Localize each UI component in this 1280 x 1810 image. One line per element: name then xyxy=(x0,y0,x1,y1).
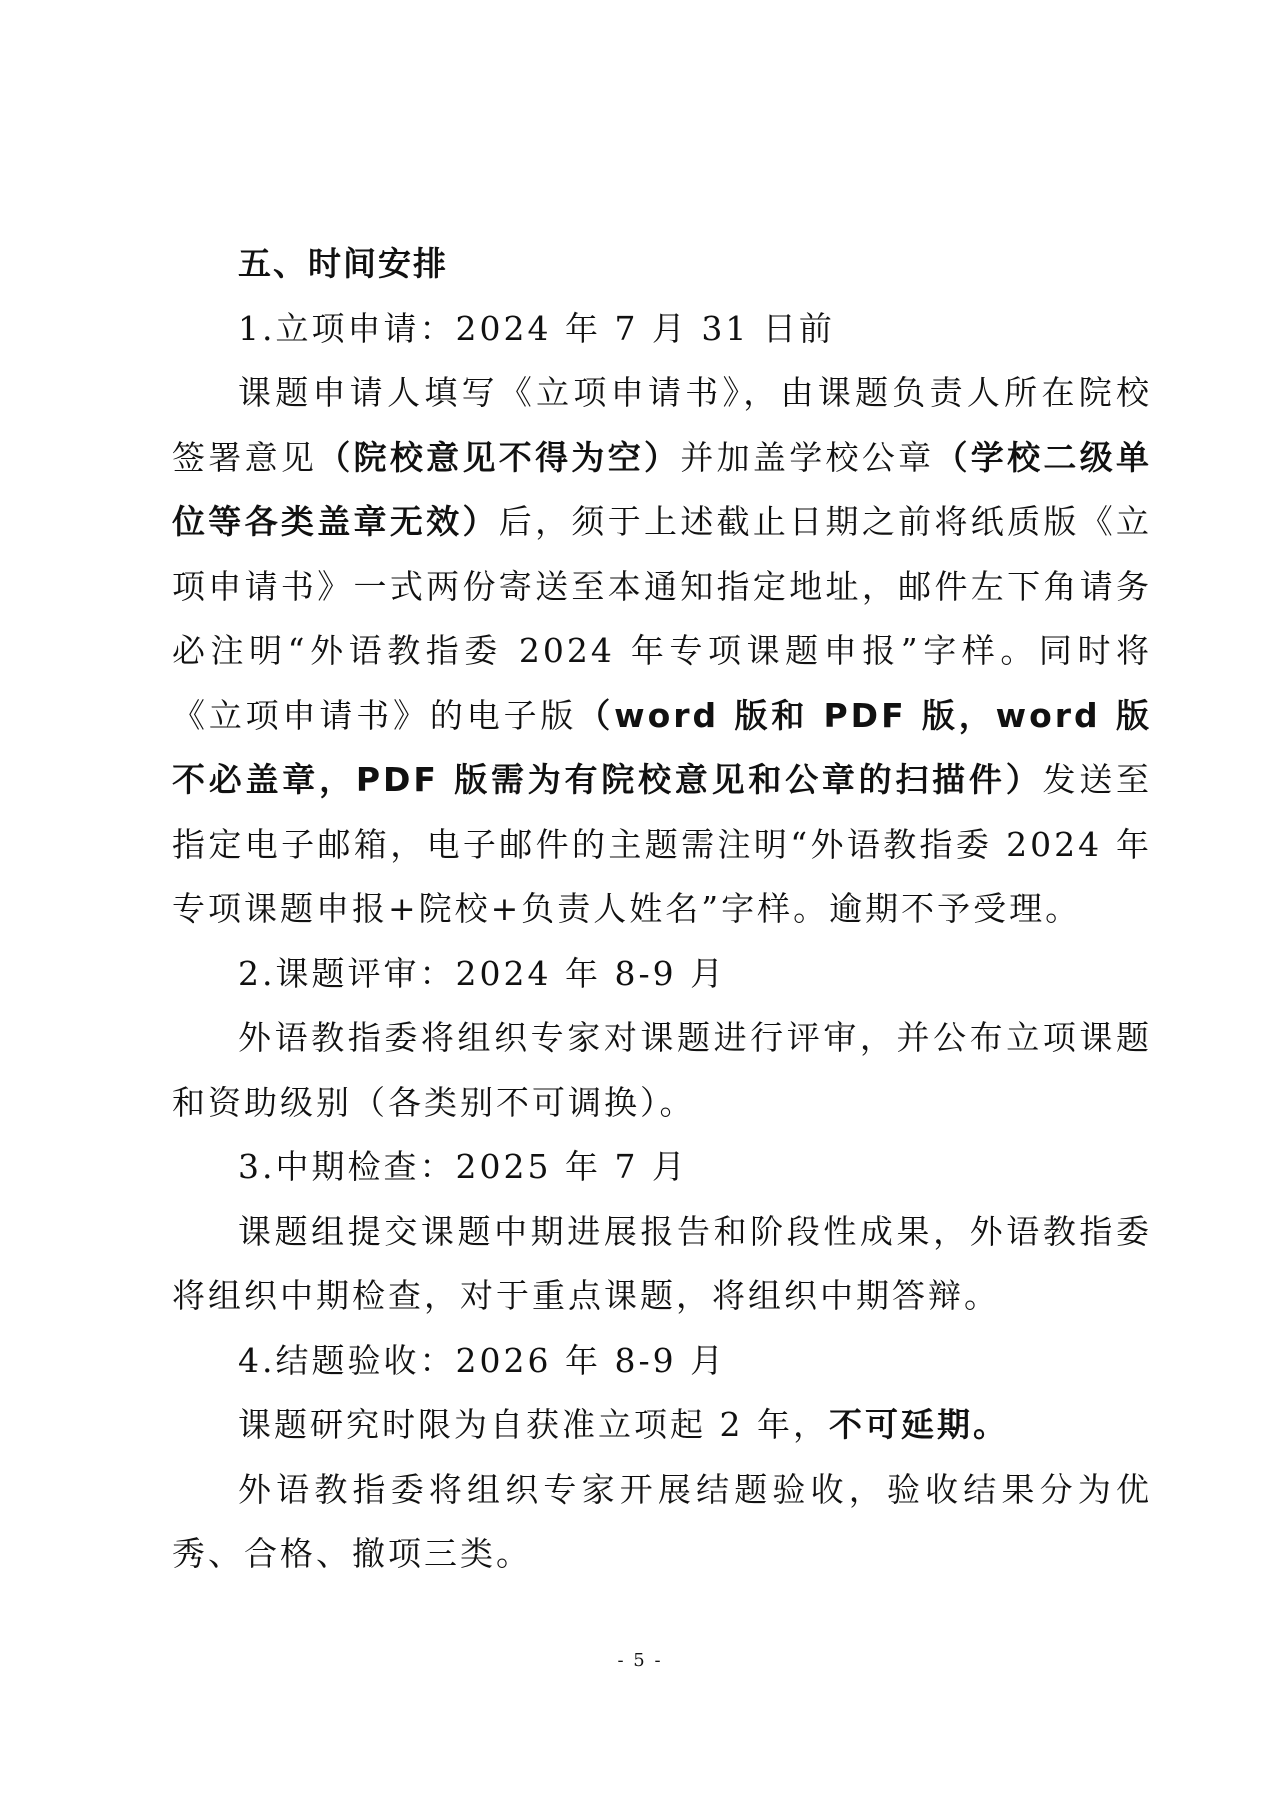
item-2-paragraph: 外语教指委将组织专家对课题进行评审，并公布立项课题和资助级别（各类别不可调换）。 xyxy=(172,1018,1152,1122)
item-1-text-3: 后，须于上述截止日期之前将纸质版《立项申请书》一式两份寄送至本通知指定地址，邮件左下角请务必注明“外语教指委 2024 年专项课题申报”字样。同时将《立项申请书》的电子版 xyxy=(172,502,1153,735)
item-1-bold-1: （院校意见不得为空） xyxy=(317,437,681,477)
section-heading: 五、时间安排 xyxy=(238,244,448,283)
item-1-paragraph xyxy=(172,361,1152,942)
item-3-paragraph: 课题组提交课题中期进展报告和阶段性成果，外语教指委将组织中期检查，对于重点课题，将组织中期答辩。 xyxy=(172,1211,1152,1315)
item-3-heading: 3.中期检查：2025 年 7 月 xyxy=(238,1147,688,1186)
item-4-text-1: 课题研究时限为自获准立项起 2 年， xyxy=(238,1405,829,1444)
item-4-heading: 4.结题验收：2026 年 8-9 月 xyxy=(238,1340,727,1380)
item-4-paragraph-1 xyxy=(172,1393,1152,1458)
item-4-bold-1: 不可延期。 xyxy=(828,1405,1009,1444)
item-1-bold-2: （学校二级单位等各类盖章无效） xyxy=(172,437,1153,541)
item-1-heading: 1.立项申请：2024 年 7 月 31 日前 xyxy=(238,308,835,348)
document-body xyxy=(172,232,1152,1587)
item-1-text-2: 并加盖学校公章 xyxy=(680,437,935,477)
item-1-bold-3: （word 版和 PDF 版，word 版不必盖章，PDF 版需为有院校意见和公章的扫描件） xyxy=(172,695,1153,799)
page-number: - 5 - xyxy=(617,1650,663,1671)
item-1-text-1: 课题申请人填写《立项申请书》，由课题负责人所在院校签署意见 xyxy=(172,373,1152,477)
item-1-text-4: 发送至指定电子邮箱，电子邮件的主题需注明“外语教指委 2024 年专项课题申报+院校+负责人姓名”字样。逾期不予受理。 xyxy=(172,760,1152,928)
item-2-heading: 2.课题评审：2024 年 8-9 月 xyxy=(238,953,727,993)
item-4-paragraph-2: 外语教指委将组织专家开展结题验收，验收结果分为优秀、合格、撤项三类。 xyxy=(172,1469,1152,1573)
